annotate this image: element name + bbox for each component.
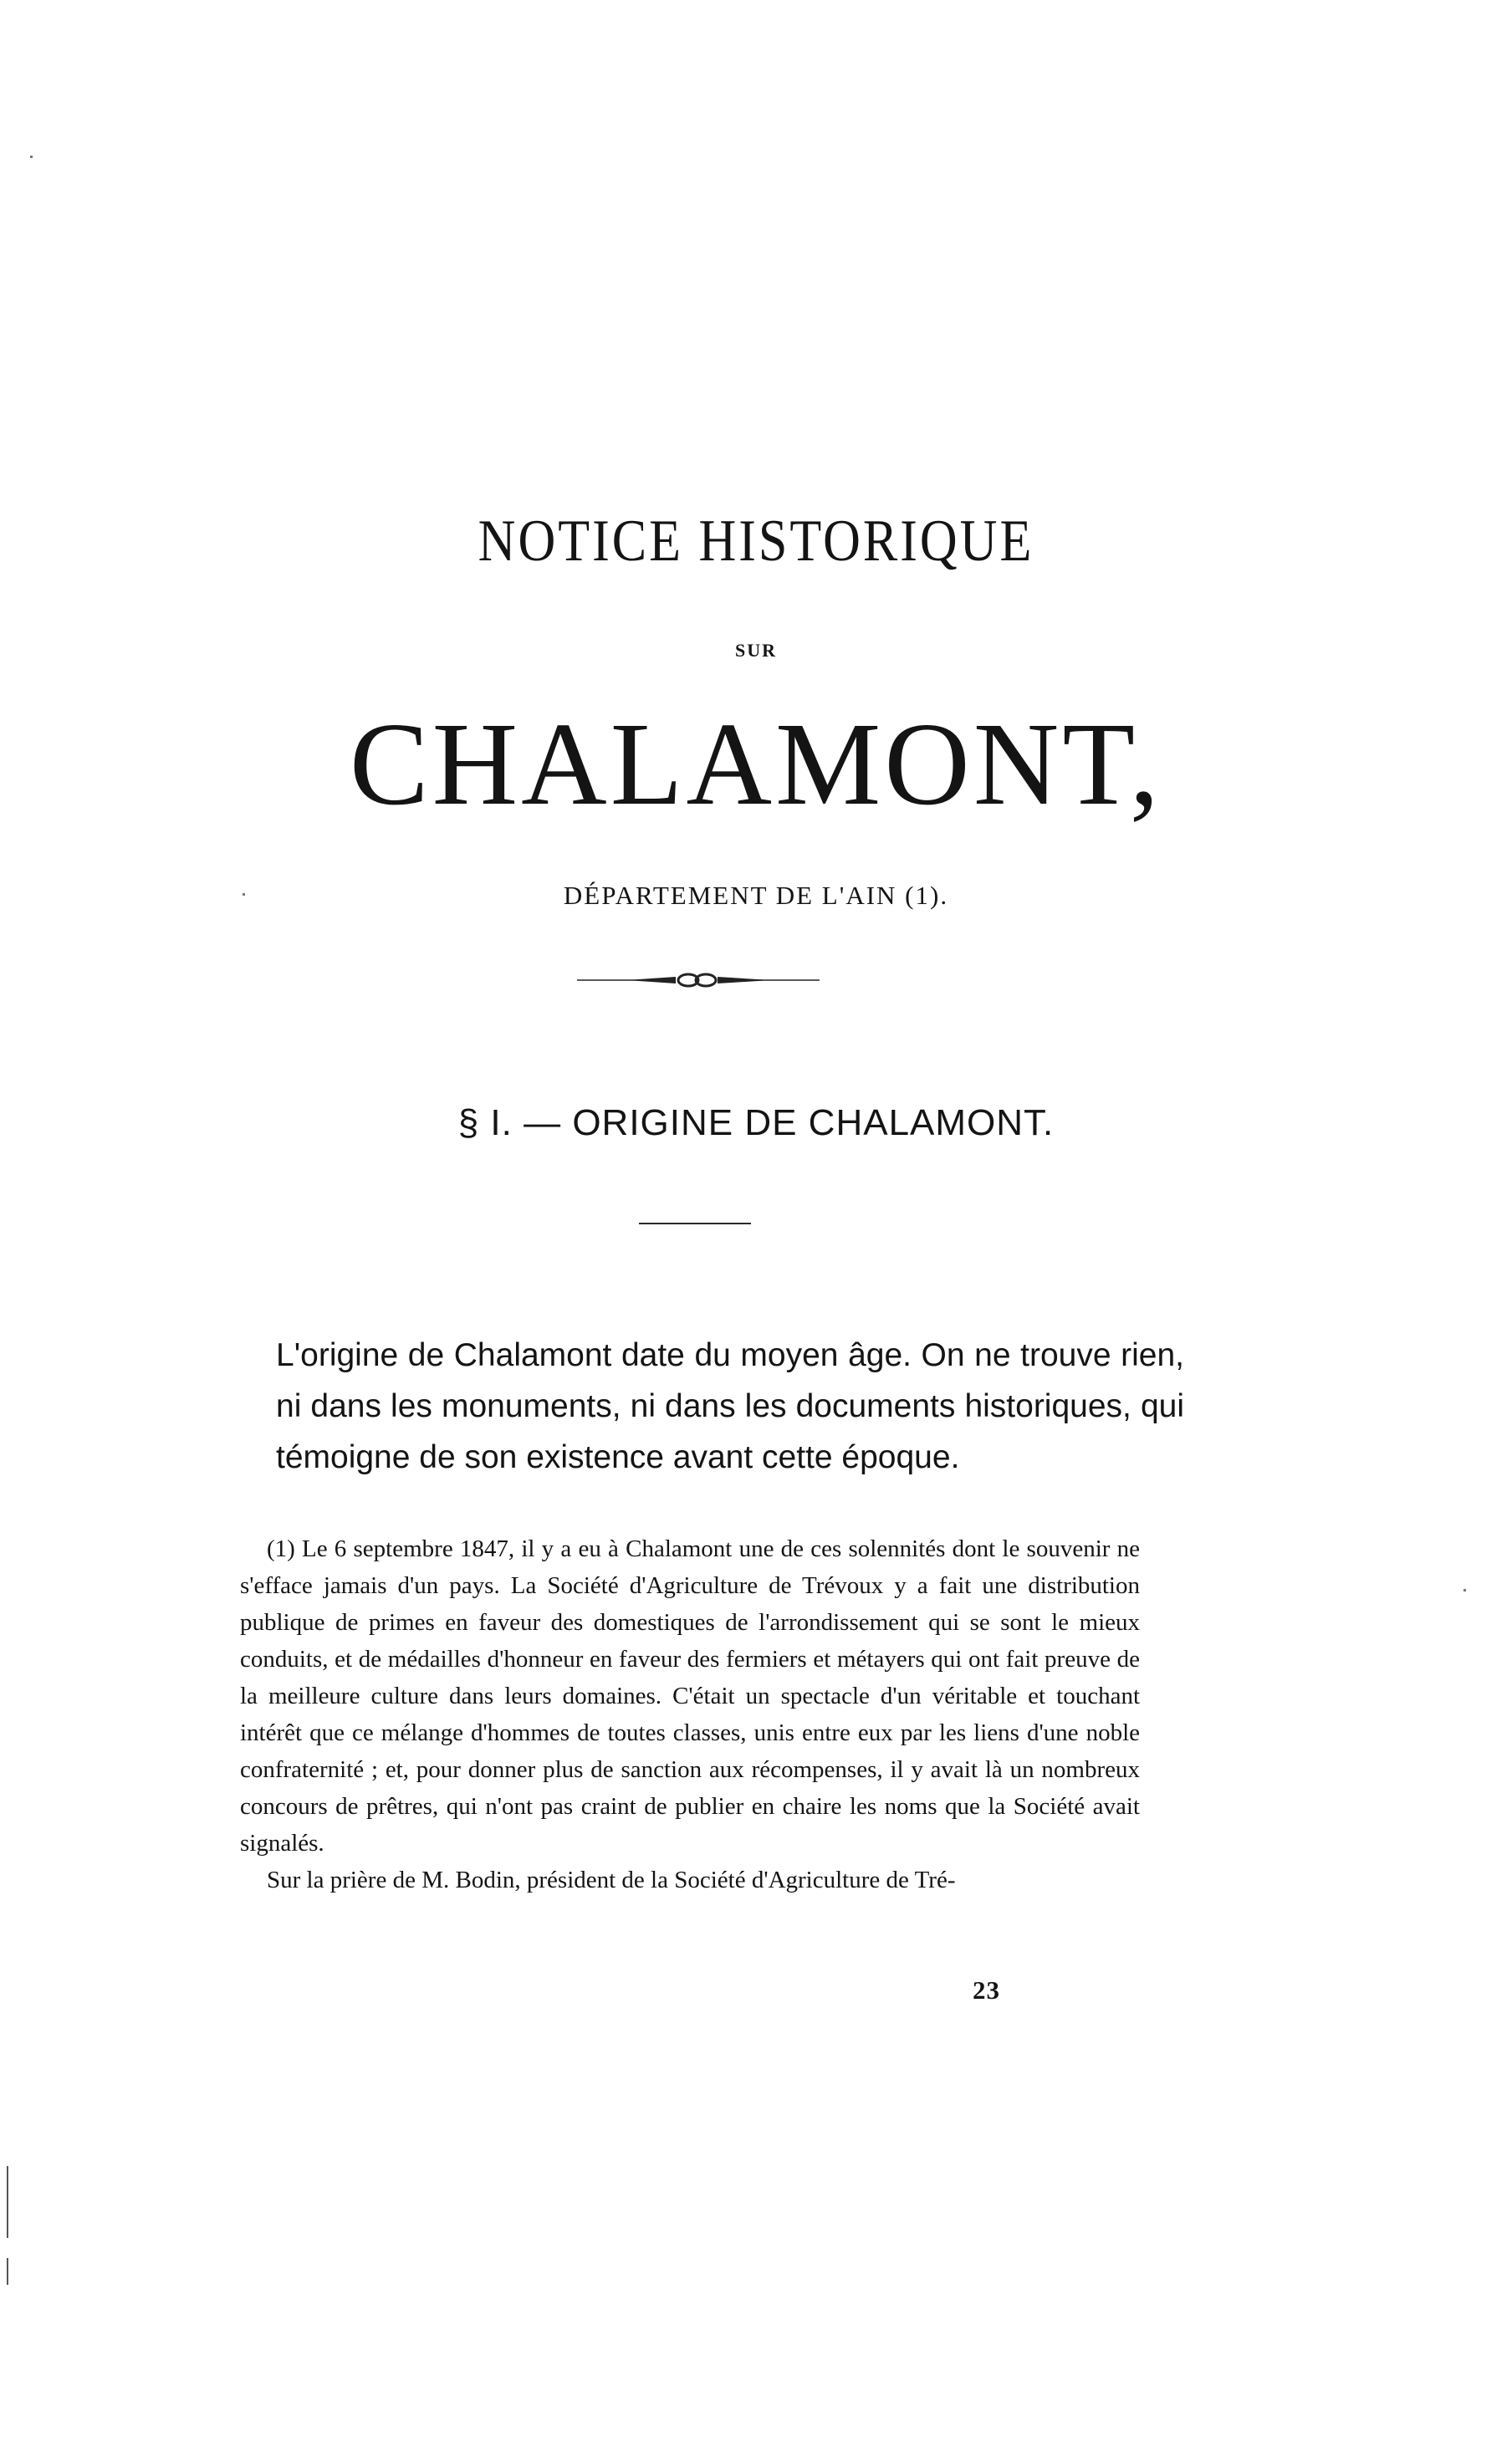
- footnote-paragraph-2: Sur la prière de M. Bodin, président de la Société d'Agriculture de Tré-: [267, 1867, 956, 1893]
- title-sur: SUR: [734, 640, 777, 661]
- scan-speck: [243, 893, 245, 896]
- body-paragraph: L'origine de Chalamont date du moyen âge. On ne trouve rien, ni dans les monuments, ni dans les documents historiques, qui témoigne de son existence avant cette époque.: [276, 1337, 1184, 1475]
- scan-edge-mark: [7, 2166, 8, 2238]
- scan-speck: [30, 156, 33, 158]
- footnote: [240, 1530, 1140, 1898]
- ornamental-divider-icon: [577, 970, 820, 990]
- title-notice-historique: NOTICE HISTORIQUE: [478, 508, 1034, 575]
- title-department: DÉPARTEMENT DE L'AIN (1).: [563, 881, 949, 910]
- page-number: 23: [973, 1975, 1000, 2005]
- scan-edge-mark: [7, 2258, 8, 2285]
- scan-speck: [1463, 1589, 1466, 1591]
- title-chalamont: CHALAMONT,: [349, 697, 1163, 830]
- footnote-paragraph-1: (1) Le 6 septembre 1847, il y a eu à Chalamont une de ces solennités dont le souvenir ne s'efface jamais d'un pays. La Société d'Agriculture de Trévoux y a fait une distribution publique de primes en faveur des domestiques de l'arrondissement qui se sont le mieux conduits, et de médailles d'honneur en faveur des fermiers et métayers qui ont fait preuve de la meilleure culture dans leurs domaines. C'était un spectacle d'un véritable et touchant intérêt que ce mélange d'hommes de toutes classes, unis entre eux par les liens d'une noble confraternité ; et, pour donner plus de sanction aux récompenses, il y avait là un nombreux concours de prêtres, qui n'ont pas craint de publier en chaire les noms que la Société avait signalés.: [240, 1535, 1140, 1857]
- section-rule: [639, 1223, 751, 1224]
- section-heading: § I. — ORIGINE DE CHALAMONT.: [457, 1102, 1055, 1143]
